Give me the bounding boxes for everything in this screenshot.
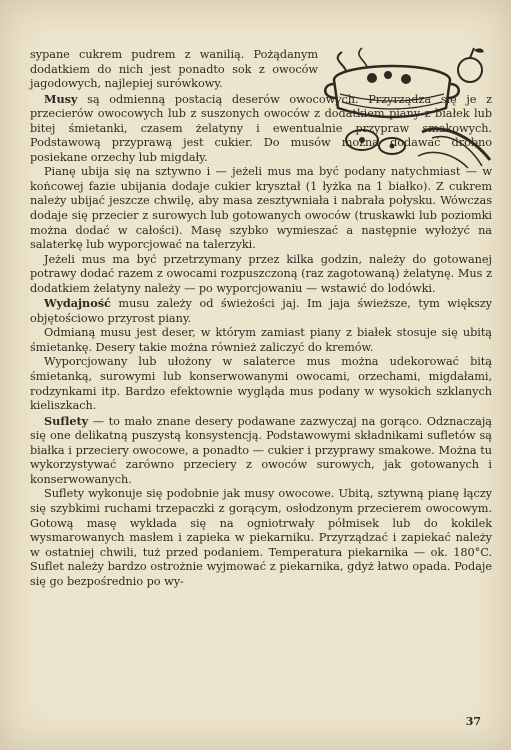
paragraph-wydajnosc <box>30 296 492 326</box>
paragraph-musy-text: są odmienną postacią deserów owocowych. Przyrządza się je z przecierów owocowych lub z suszonych owoców z dodatkiem piany z białek lub bitej śmietanki, czasem żelatyny i ewentualnie przypraw smakowych. Podstawową przyprawą jest cukier. Do musów można dodawać drobno posiekane orzechy lub migdały. <box>30 92 492 164</box>
term-wydajnosc: Wydajność <box>44 296 111 311</box>
body-text <box>30 48 492 589</box>
paragraph-zelatyna: Jeżeli mus ma być przetrzymany przez kilka godzin, należy do gotowanej potrawy dodać razem z owocami rozpuszczoną (raz zagotowaną) żelatynę. Mus z dodatkiem żelatyny należy — po wyporcjowaniu — wstawić do lodówki. <box>30 252 492 295</box>
paragraph-dekoracja: Wyporcjowany lub ułożony w salaterce mus można udekorować bitą śmietanką, surowymi lub konserwowanymi owocami, orzechami, migdałami, rodzynkami itp. Bardzo efektownie wygląda mus podany w wysokich szklanych kieliszkach. <box>30 355 492 413</box>
paragraph-intro: sypane cukrem pudrem z wanilią. Pożądanym dodatkiem do nich jest ponadto sok z owoców jagodowych, najlepiej surówkowy. <box>30 48 318 91</box>
paragraph-musy <box>30 92 492 166</box>
paragraph-piana: Pianę ubija się na sztywno i — jeżeli mus ma być podany natychmiast — w końcowej fazie ubijania dodaje cukier kryształ (1 łyżka na 1 białko). Z cukrem należy ubijać jeszcze chwilę, aby masa zesztywniała i nabrała połysku. Wówczas dodaje się przecier z surowych lub gotowanych owoców (truskawki lub poziomki można dodać w całości). Masę szybko wymieszać a następnie wyłożyć na salaterkę lub wyporcjować na talerzyki. <box>30 165 492 252</box>
paragraph-wydajnosc-text: musu zależy od świeżości jaj. Im jaja świeższe, tym większy objętościowo przyrost piany. <box>30 297 492 325</box>
paragraph-suflety-wykonanie: Suflety wykonuje się podobnie jak musy owocowe. Ubitą, sztywną pianę łączy się szybkimi ruchami trzepaczki z gorącym, osłodzonym przecierem owocowym. Gotową masę wykłada się na ogniotrwały półmisek lub do kokilek wysmarowanych masłem i zapieka w piekarniku. Przyrządzać i zapiekać należy w ostatniej chwili, tuż przed podaniem. Temperatura piekarnika — ok. 180°C. Suflet należy bardzo ostrożnie wyjmować z piekarnika, gdyż łatwo opada. Podaje się go bezpośrednio po wy- <box>30 487 492 588</box>
paragraph-odmiana: Odmianą musu jest deser, w którym zamiast piany z białek stosuje się ubitą śmietankę. Desery takie można również zaliczyć do kremów. <box>30 326 492 354</box>
term-suflety: Suflety <box>44 413 89 428</box>
term-musy: Musy <box>44 91 78 106</box>
paragraph-suflety-text: — to mało znane desery podawane zazwyczaj na gorąco. Odznaczają się one delikatną puszystą konsystencją. Podstawowymi składnikami sufletów są białka i przeciery owocowe, a ponadto — cukier i przyprawy smakowe. Można tu wykorzystywać zarówno przeciery z owoców surowych, jak gotowanych i konserwowanych. <box>30 414 492 486</box>
paragraph-suflety <box>30 414 492 488</box>
page-number: 37 <box>465 715 481 728</box>
